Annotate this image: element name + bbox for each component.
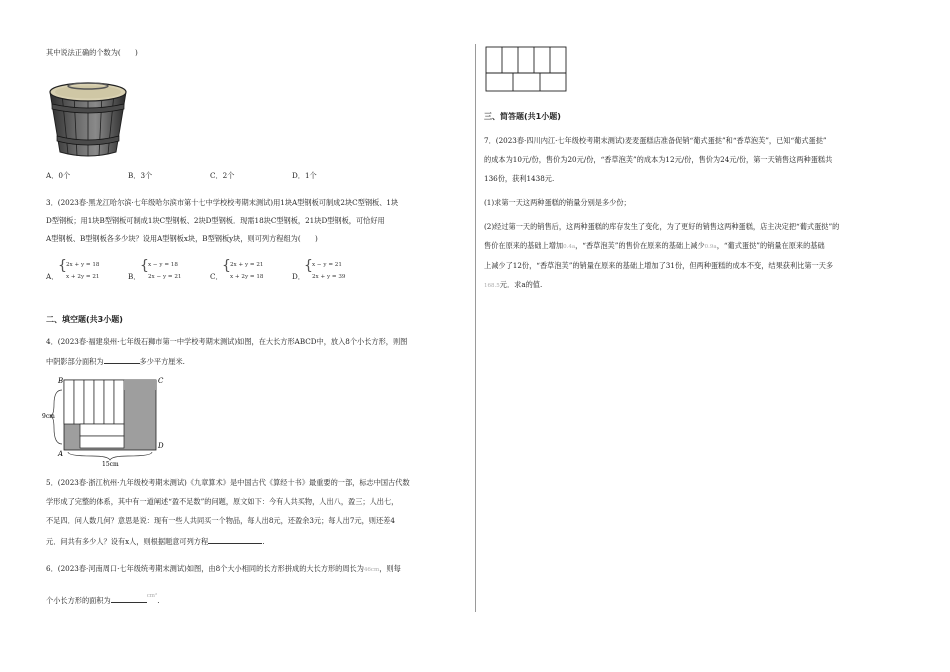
figure-corner-label: C bbox=[158, 377, 164, 385]
q7-part-2-line-4 bbox=[484, 280, 542, 291]
q3-option-b-eq2: 2x − y = 21 bbox=[148, 274, 182, 280]
q6-text-a: 6．(2023春·河南周口·七年级统考期末测试)如图，由8个大小相同的长方形拼成的大长方形的周长为 bbox=[46, 564, 364, 573]
q7-part-2-line-3: 上减少了12份，“香草泡芙”的销量在原来的基础上增加了31份，但两种蛋糕的成本不变，结果获利比第一天多 bbox=[484, 261, 834, 270]
q6-text-b: ，则每 bbox=[379, 564, 401, 573]
q7-line-1: 7．(2023春·四川内江·七年级校考期末测试)麦麦蛋糕店准备促销“葡式蛋挞”和“香草泡芙”，已知“葡式蛋挞” bbox=[484, 136, 827, 145]
q5-answer-blank[interactable] bbox=[208, 535, 262, 544]
q5-line-3: 不足四．问人数几何？意思是说：现有一些人共同买一个物品，每人出8元，还盈余3元；每人出7元，则还差4 bbox=[46, 516, 395, 525]
q7-part-2-line-1: (2)经过第一天的销售后，这两种蛋糕的库存发生了变化，为了更好的销售这两种蛋糕，店主决定把“葡式蛋挞”的 bbox=[484, 222, 840, 231]
q4-rectangle-figure bbox=[42, 374, 172, 466]
q3-line-1: 3．(2023春·黑龙江哈尔滨·七年级哈尔滨市第十七中学校校考期末测试)用1块A型钢板可制成2块C型钢板、1块 bbox=[46, 198, 399, 207]
q3-option-a-eq2: x + 2y = 21 bbox=[66, 274, 100, 280]
q3-option-a-eq1: 2x + y = 18 bbox=[66, 262, 100, 268]
q7-text-a: 售价在原来的基础上增加 bbox=[484, 241, 564, 250]
q6-line-2: 个小长方形的面积为 $^{cm^2}$. bbox=[46, 593, 160, 605]
q3-option-c-eq2: x + 2y = 18 bbox=[230, 274, 264, 280]
figure-corner-label: A bbox=[58, 450, 64, 458]
q7-line-2: 的成本为10元/份，售价为20元/份，“香草泡芙”的成本为12元/份，售价为24元/份，第一天销售这两种蛋糕共 bbox=[484, 155, 833, 164]
q3-line-2: D型钢板；用1块B型钢板可制成1块C型钢板、2块D型钢板．现需18块C型钢板，21块D型钢板，可恰好用 bbox=[46, 216, 385, 225]
q7-part-2-line-2 bbox=[484, 241, 825, 252]
q5-line-2: 学形成了完整的体系，其中有一道阐述“盈不足数”的问题，原文如下：今有人共买物，人出八，盈三；人出七， bbox=[46, 497, 399, 506]
q4-answer-blank[interactable] bbox=[104, 355, 140, 364]
q2-tail-text: 其中说法正确的个数为( ) bbox=[46, 48, 138, 57]
q6-perimeter-value: 46cm bbox=[363, 567, 380, 573]
q6-answer-blank[interactable] bbox=[111, 594, 147, 603]
q3-option-c-label: C． bbox=[210, 272, 223, 281]
q5-text: 元．问共有多少人？设有x人，则根据题意可列方程 bbox=[46, 537, 209, 546]
q4-text-a: 中阴影部分面积为 bbox=[46, 357, 104, 366]
q2-option-c: C．2个 bbox=[210, 171, 235, 180]
figure-width-label: 15cm bbox=[102, 461, 119, 466]
q3-option-c-eq1: 2x + y = 21 bbox=[230, 262, 264, 268]
wooden-bucket-image bbox=[44, 76, 132, 160]
brace-icon: { bbox=[304, 258, 313, 274]
section-3-title: 三、简答题(共1小题) bbox=[484, 112, 561, 121]
q3-option-a-label: A． bbox=[46, 272, 59, 281]
column-divider bbox=[475, 44, 476, 612]
q3-line-3: A型钢板、B型钢板各多少块？设用A型钢板x块，B型钢板y块，则可列方程组为( ) bbox=[46, 234, 318, 243]
q3-option-d-label: D． bbox=[292, 272, 305, 281]
figure-corner-label: B bbox=[58, 377, 64, 385]
q6-line-1 bbox=[46, 564, 401, 575]
q4-text-b: 多少平方厘米. bbox=[139, 357, 185, 366]
q3-option-b-eq1: x − y = 18 bbox=[148, 262, 178, 268]
q4-line-2 bbox=[46, 355, 185, 367]
q2-option-b: B．3个 bbox=[128, 171, 153, 180]
brace-icon: { bbox=[140, 258, 149, 274]
q3-option-d-eq2: 2x + y = 39 bbox=[312, 274, 346, 280]
q7-text-b: ，“香草泡芙”的售价在原来的基础上减少 bbox=[575, 241, 705, 250]
q6-text-c: 个小长方形的面积为 bbox=[46, 596, 111, 605]
q7-text-c: ，“葡式蛋挞”的销量在原来的基础 bbox=[716, 241, 825, 250]
q3-option-d-eq1: x − y = 21 bbox=[312, 262, 342, 268]
q7-extra-profit-value: 168.5 bbox=[484, 283, 500, 289]
q3-option-b-label: B． bbox=[128, 272, 141, 281]
q7-increase-value: 0.4a bbox=[563, 244, 576, 250]
figure-height-label: 9cm bbox=[42, 413, 55, 420]
q7-part-1: (1)求第一天这两种蛋糕的销量分别是多少份； bbox=[484, 198, 631, 207]
q6-rectangle-figure bbox=[485, 46, 569, 94]
q5-line-1: 5．(2023春·浙江杭州·九年级校考期末测试)《九章算术》是中国古代《算经十书》最重要的一部，标志中国古代数 bbox=[46, 478, 410, 487]
brace-icon: { bbox=[58, 258, 67, 274]
q7-line-3: 136份，获利1438元. bbox=[484, 174, 555, 183]
section-2-title: 二、填空题(共3小题) bbox=[46, 315, 123, 324]
q4-line-1: 4．(2023春·福建泉州·七年级石狮市第一中学校考期末测试)如图，在大长方形ABCD中，放入8个小长方形，则图 bbox=[46, 337, 408, 346]
figure-corner-label: D bbox=[158, 442, 164, 450]
q6-unit: cm² bbox=[146, 593, 158, 599]
q7-decrease-value: 0.9a bbox=[704, 244, 717, 250]
q7-text-d: 元．求a的值. bbox=[499, 280, 543, 289]
q5-line-4: 元．问共有多少人？设有x人，则根据题意可列方程 . bbox=[46, 537, 265, 546]
brace-icon: { bbox=[222, 258, 231, 274]
q2-option-a: A．0个 bbox=[46, 171, 71, 180]
q2-option-d: D．1个 bbox=[292, 171, 317, 180]
